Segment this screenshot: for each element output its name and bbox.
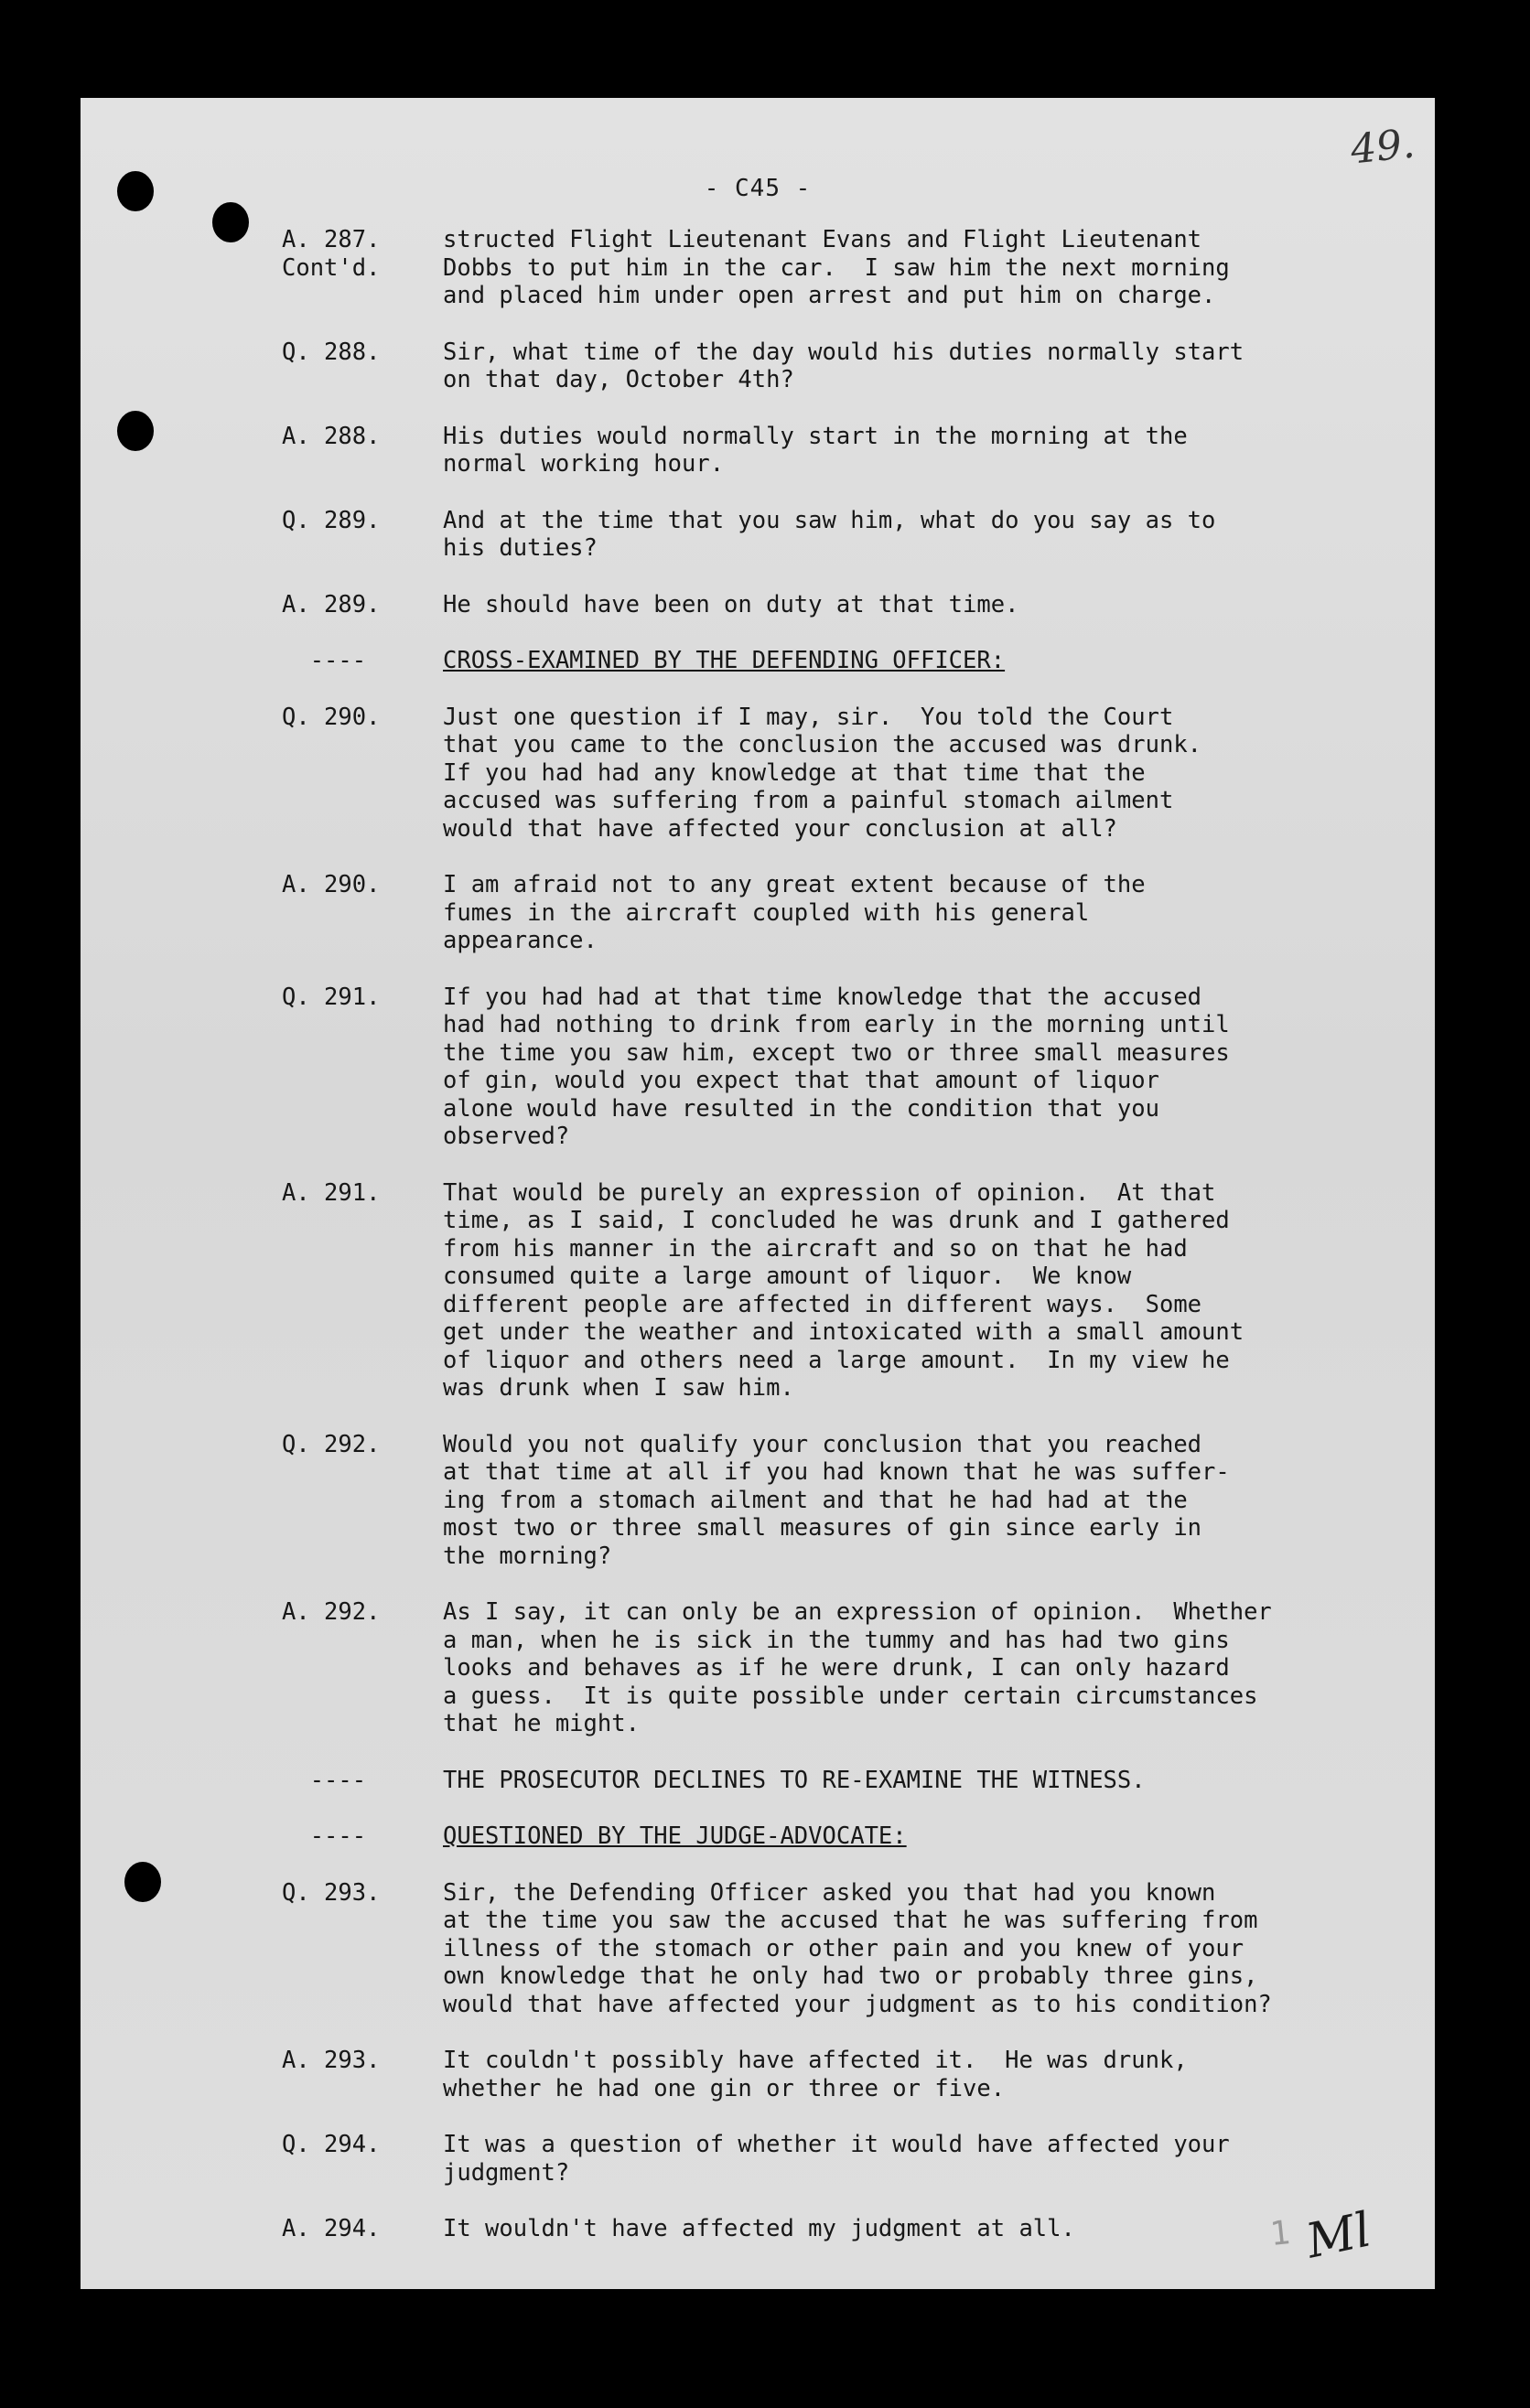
entry-spacer xyxy=(282,1151,1417,1179)
transcript-entry xyxy=(282,647,1417,675)
margin-mark: 1 xyxy=(1267,2213,1292,2254)
transcript-entry xyxy=(282,591,1417,619)
entry-text: structed Flight Lieutenant Evans and Flight Lieutenant Dobbs to put him in the car. I saw him the next morning and placed him under open arrest and put him on charge. xyxy=(443,226,1230,309)
entry-label: A. 293. xyxy=(282,2047,381,2074)
entry-spacer xyxy=(282,1570,1417,1598)
entry-text: If you had had at that time knowledge that the accused had had nothing to drink from early in the morning until the time you saw him, except two or three small measures of gin, would you expect that that amount of liquor alone would have resulted in the condition that you observed? xyxy=(443,983,1230,1150)
transcript-entry xyxy=(282,2131,1417,2187)
page-number: - C45 - xyxy=(704,175,812,202)
punch-hole xyxy=(124,1862,161,1902)
entry-spacer xyxy=(282,955,1417,984)
entry-label: A. 288. xyxy=(282,422,381,450)
entry-spacer xyxy=(282,1403,1417,1431)
entry-label: A. 290. xyxy=(282,871,381,898)
transcript-entry xyxy=(282,1879,1417,2019)
entry-text: He should have been on duty at that time. xyxy=(443,590,1019,618)
transcript-entry xyxy=(282,984,1417,1151)
entry-text: His duties would normally start in the morning at the normal working hour. xyxy=(443,422,1188,478)
entry-label: Q. 290. xyxy=(282,703,381,731)
entry-label: A. 291. xyxy=(282,1178,381,1207)
document-page xyxy=(81,98,1435,2289)
entry-text: I am afraid not to any great extent because of the fumes in the aircraft coupled with his general appearance. xyxy=(443,871,1146,954)
entry-spacer xyxy=(282,1851,1417,1879)
entry-label: A. 294. xyxy=(282,2215,381,2242)
entry-text: Sir, what time of the day would his duties normally start on that day, October 4th? xyxy=(443,338,1244,393)
entry-text: It wouldn't have affected my judgment at all. xyxy=(443,2215,1075,2242)
entry-text: It was a question of whether it would have affected your judgment? xyxy=(443,2131,1230,2187)
entry-spacer xyxy=(282,675,1417,704)
entry-text: And at the time that you saw him, what do you say as to his duties? xyxy=(443,506,1216,562)
entry-label: A. 292. xyxy=(282,1598,381,1626)
transcript-entry xyxy=(282,704,1417,844)
transcript-entry xyxy=(282,339,1417,394)
entry-label: Q. 294. xyxy=(282,2131,381,2158)
entry-label: Q. 289. xyxy=(282,506,381,534)
entry-spacer xyxy=(282,563,1417,591)
transcript-entry xyxy=(282,2215,1417,2243)
transcript-entry xyxy=(282,871,1417,955)
entry-label: ---- xyxy=(282,647,367,674)
transcript-entry xyxy=(282,1179,1417,1403)
folio-number: 49. xyxy=(1348,120,1417,174)
section-heading: CROSS-EXAMINED BY THE DEFENDING OFFICER: xyxy=(443,647,1006,674)
handwritten-initials: Ml xyxy=(1301,2202,1376,2270)
entry-text: As I say, it can only be an expression of opinion. Whether a man, when he is sick in the tummy and has had two gins looks and behaves as if he were drunk, I can only hazard a guess. It is quite possible under certain circumstances that he might. xyxy=(443,1598,1272,1737)
entry-text: That would be purely an expression of opinion. At that time, as I said, I concluded he was drunk and I gathered from his manner in the aircraft and so on that he had consumed quite a large amount of liquor. We know different people are affected in different ways. Some get under the weather and intoxicated with a small amount of liquor and others need a large amount. In my view he was drunk when I saw him. xyxy=(443,1178,1244,1402)
entry-spacer xyxy=(282,2187,1417,2215)
transcript-entry xyxy=(282,423,1417,478)
transcript-entry xyxy=(282,1822,1417,1851)
entry-label: A. 289. xyxy=(282,590,381,618)
transcript-entry xyxy=(282,1431,1417,1571)
entry-label: Q. 288. xyxy=(282,338,381,366)
transcript-entry xyxy=(282,1598,1417,1738)
entry-text: THE PROSECUTOR DECLINES TO RE-EXAMINE THE WITNESS. xyxy=(443,1766,1146,1794)
entry-spacer xyxy=(282,310,1417,339)
entry-spacer xyxy=(282,618,1417,647)
section-heading: QUESTIONED BY THE JUDGE-ADVOCATE: xyxy=(443,1822,907,1850)
punch-hole xyxy=(117,411,154,451)
transcript-entry xyxy=(282,2047,1417,2102)
entry-spacer xyxy=(282,394,1417,423)
entry-spacer xyxy=(282,478,1417,507)
entry-text: Just one question if I may, sir. You told the Court that you came to the conclusion the accused was drunk. If you had had any knowledge at that time that the accused was suffering from a painful stomach ailment would that have affected your conclusion at all? xyxy=(443,703,1202,843)
transcript-entry xyxy=(282,507,1417,563)
entry-label: Q. 292. xyxy=(282,1430,381,1458)
punch-hole xyxy=(212,202,249,242)
entry-spacer xyxy=(282,843,1417,871)
entry-label: Q. 291. xyxy=(282,983,381,1011)
transcript-entry xyxy=(282,226,1417,310)
entry-label: ---- xyxy=(282,1822,367,1850)
entry-spacer xyxy=(282,1738,1417,1767)
entry-spacer xyxy=(282,2102,1417,2131)
entry-text: Would you not qualify your conclusion that you reached at that time at all if you had known that he was suffer- ing from a stomach ailment and that he had had at the most two or three small measures of gin since early in the morning? xyxy=(443,1430,1230,1570)
entry-spacer xyxy=(282,1794,1417,1822)
entry-label: Q. 293. xyxy=(282,1878,381,1907)
entry-text: It couldn't possibly have affected it. He was drunk, whether he had one gin or three or five. xyxy=(443,2047,1188,2102)
entry-label: A. 287. Cont'd. xyxy=(282,226,381,282)
transcript-entry xyxy=(282,1767,1417,1795)
entry-spacer xyxy=(282,2018,1417,2047)
entry-text: Sir, the Defending Officer asked you that had you known at the time you saw the accused that he was suffering from illness of the stomach or other pain and you knew of your own knowledge that he only had two or probably three gins, would that have affected your judgment as to his condition? xyxy=(443,1878,1272,2018)
entry-label: ---- xyxy=(282,1766,367,1794)
transcript-body xyxy=(282,226,1417,2243)
